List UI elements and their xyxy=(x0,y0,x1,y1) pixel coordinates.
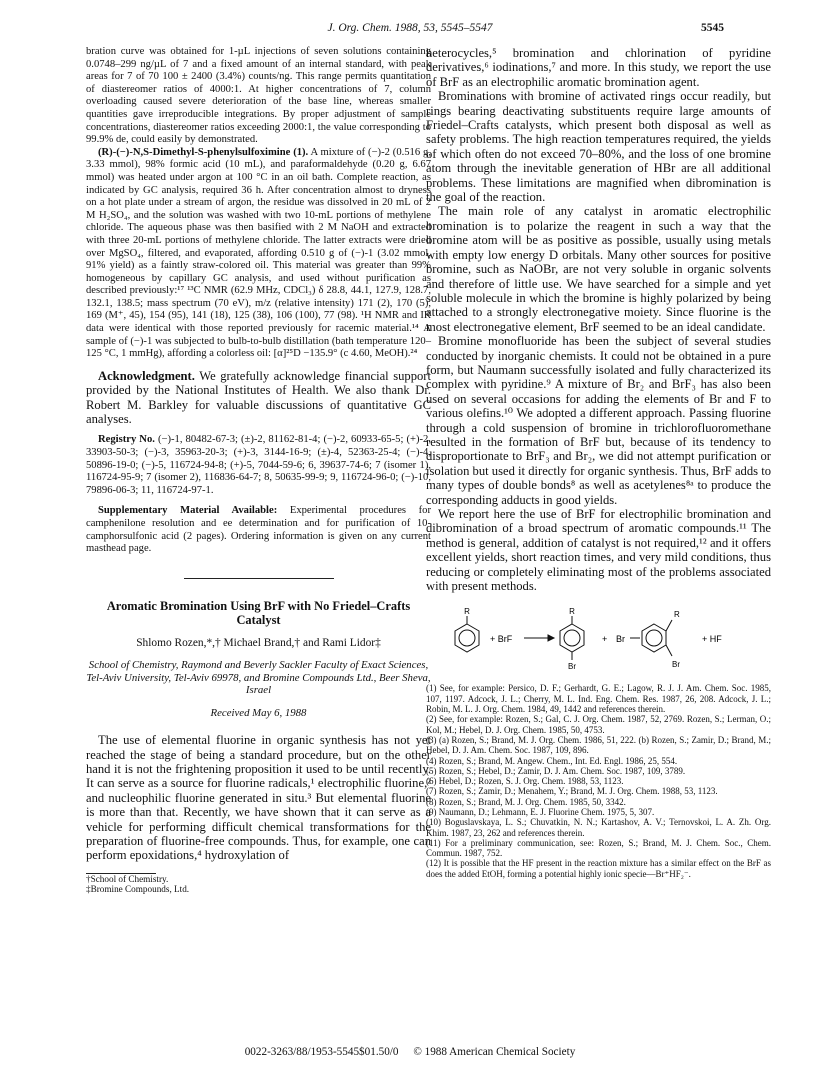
reference-item: (11) For a preliminary communication, see: Rozen, S.; Brand, M. J. Chem. Soc., Chem. Commun. 1987, 752. xyxy=(426,837,771,859)
acknowledgment-paragraph xyxy=(86,369,431,427)
article-code: 0022-3263/88/1953-5545$01.50/0 xyxy=(244,1046,399,1058)
reaction-arrow xyxy=(524,635,554,641)
page-footer xyxy=(0,1046,820,1058)
report-paragraph: We report here the use of BrF for electrophilic bromination and dibromination of a broad spectrum of aromatic compounds.¹¹ The method is general, addition of catalyst is not required,¹² and it offers excellent yields, short reaction times, and very mild conditions, thus reducing or completely eliminating most of the problems associated with present methods. xyxy=(426,507,771,594)
reference-item: (5) Rozen, S.; Hebel, D.; Zamir, D. J. Am. Chem. Soc. 1987, 109, 3789. xyxy=(426,765,686,776)
calibration-paragraph: bration curve was obtained for 1-µL injections of seven solutions containing 0.0748–299 ng/µL of 7 and a fixed amount of an internal standard, with peak areas for 7 of 70 100 ± 2400 (3.4%) counts/ng. This range permits quantitation of diastereomer ratios of 4000:1. At higher concentrations of 7, column overloading caused severe deterioration of the base line, whereas smaller quantities gave irreproducible integrations. By proper adjustment of sample concentrations, diastereomer ratios exceeding 2000:1, the value corresponding to 99.9% de, could easily by demonstrated. xyxy=(86,46,431,146)
reference-item: (6) Hebel, D.; Rozen, S. J. Org. Chem. 1988, 53, 1123. xyxy=(426,776,624,787)
supplementary-body: Experimental procedures for camphenilone resolution and ee determination and for purification of 10-camphorsulfonic acid (2 pages). Ordering information is given on any current masthead page. xyxy=(86,505,431,555)
compound-body: A mixture of (−)-2 (0.516 g, 3.33 mmol), 98% formic acid (10 mL), and paraformaldehyde (0.20 g, 6.67 mmol) was heated under argon at 100 °C in an oil bath. Complete reaction, as indicated by GC analysis, required 36 h. After concentration almost to dryness on a hot plate under a stream of argon, the residue was dissolved in 20 mL of 2 M H₂SO₄, and the solution was washed with two 10-mL portions of methylene chloride. The aqueous phase was then basified with 2 M NaOH and extracted with three 20-mL portions of methylene chloride. The latter extracts were dried over MgSO₄, filtered, and evaporated, affording 0.510 g of (−)-1 (3.02 mmol, 91% yield) as a faintly straw-colored oil. This material was greater than 99% homogeneous by capillary GC analysis, and used without purification as described previously:¹⁷ ¹³C NMR (62.9 MHz, CDCl₃) δ 28.8, 44.1, 127.9, 128.7, 132.1, 138.5; mass spectrum (70 eV), m/z (relative intensity) 171 (2), 170 (5), 169 (M⁺, 45), 154 (95), 141 (18), 125 (38), 106 (100), 77 (98). ¹H NMR and IR data were identical with those reported previously for racemic material.¹⁴ A sample of (−)-1 was subjected to bulb-to-bulb distillation (bath temperature 120–125 °C, 1 mmHg), affording a colorless oil: [α]²⁵D −135.9° (c 4.60, MeOH).²⁴ xyxy=(86,146,431,360)
plus-sign: + xyxy=(602,634,608,645)
intro-continuation: heterocycles,⁵ bromination and chlorination of pyridine derivatives,⁶ iodinations,⁷ and more. In this study, we report the use of BrF as an electrophilic aromatic bromination agent. xyxy=(426,46,771,89)
compound-paragraph xyxy=(86,147,431,361)
left-column xyxy=(86,46,431,895)
reference-list xyxy=(426,683,771,879)
ring-2-r-label: R xyxy=(569,607,575,617)
reference-item: (7) Rozen, S.; Zamir, D.; Menahem, Y.; Brand, M. J. Org. Chem. 1988, 53, 1123. xyxy=(426,786,718,797)
journal-citation: J. Org. Chem. 1988, 53, 5545–5547 xyxy=(327,22,493,34)
acknowledgment-body: We gratefully acknowledge financial support provided by the National Institutes of Health. We also thank Dr. Robert M. Barkley for valuable discussions of quantitative GC analyses. xyxy=(86,368,431,427)
copyright-notice: © 1988 American Chemical Society xyxy=(413,1046,576,1058)
supplementary-paragraph xyxy=(86,505,431,555)
affiliation: School of Chemistry, Raymond and Beverly Sackler Faculty of Exact Sciences, Tel-Aviv University, Tel-Aviv 69978, and Bromine Compounds Ltd., Beer Sheva, Israel xyxy=(86,659,431,697)
registry-heading: Registry No. xyxy=(98,434,155,446)
brf-paragraph: Bromine monofluoride has been the subject of several studies conducted by inorganic chemists. It could not be obtained in a pure form, but Naumann successfully isolated and fully characterized its complex with pyridine.⁹ A mixture of Br₂ and BrF₃ has also been used on several occasions for adding the elements of Br and F to various olefins.¹⁰ We adopted a different approach. Passing fluorine through a cold suspension of bromine in trichlorofluoromethane resulted in the formation of BrF but, because of its tendency to disproportionate to BrF₃ and Br₂, we did not attempt purification or isolation but used it directly for organic synthesis. Thus, BrF adds to many types of double bonds⁸ as well as acetylenes⁸ᵃ to produce the corresponding adducts in good yields. xyxy=(426,334,771,507)
benzene-ring-3 xyxy=(642,620,672,656)
ring-2-br-label: Br xyxy=(568,662,576,672)
reference-item: (10) Boguslavskaya, L. S.; Chuvatkin, N. N.; Kartashov, A. V.; Ternovskoi, L. A. Zh. Org. Khim. 1987, 23, 262 and references therein. xyxy=(426,817,771,838)
reference-item: (8) Rozen, S.; Brand, M. J. Org. Chem. 1985, 50, 3342. xyxy=(426,796,626,807)
reaction-scheme-drawing xyxy=(426,605,771,677)
ring-3-r-label: R xyxy=(674,610,680,620)
running-header xyxy=(0,22,820,38)
reference-item: (3) (a) Rozen, S.; Brand, M. J. Org. Chem. 1986, 51, 222. (b) Rozen, S.; Zamir, D.; Brand, M.; Hebel, D. J. Am. Chem. Soc. 1987, 109, 896. xyxy=(426,734,771,756)
reference-item: (2) See, for example: Rozen, S.; Gal, C. J. Org. Chem. 1987, 52, 2769. Rozen, S.; Lerman, O.; Kol, M.; Hebel, D. J. Org. Chem. 1985, 50, 4753. xyxy=(426,714,771,735)
acknowledgment-heading: Acknowledgment. xyxy=(98,368,195,383)
reference-item: (1) See, for example: Persico, D. F.; Gerhardt, G. E.; Lagow, R. J. J. Am. Chem. Soc. 1985, 107, 1197. Adcock, J. L.; Cherry, M. L. Ind. Eng. Chem. Res. 1987, 26, 208. Adcock, J. L.; Robin, M. L. J. Org. Chem. 1984, 49, 1442 and references therein. xyxy=(426,683,771,715)
article-title: Aromatic Bromination Using BrF with No Friedel–Crafts Catalyst xyxy=(106,598,411,627)
page-number: 5545 xyxy=(701,22,724,34)
registry-body: (−)-1, 80482-67-3; (±)-2, 81162-81-4; (−)-2, 60933-65-5; (+)-2, 33903-50-3; (−)-3, 35963-20-3; (+)-3, 3144-16-9; (±)-4, 52363-25-4; (−)-4, 50896-19-0; (−)-5, 116724-94-8; (+)-5, 7044-59-6; 6, 39637-74-6; 7 (isomer 1), 116724-95-9; 7 (isomer 2), 116836-64-7; 8, 50635-99-9; 9, 116724-96-0; (−)-10, 79896-06-3; 11, 116724-97-1. xyxy=(86,434,431,496)
hf-product-label: + HF xyxy=(702,634,722,645)
compound-heading: (R)-(−)-N,S-Dimethyl-S-phenylsulfoximine (1). xyxy=(98,146,309,158)
reference-item: (9) Naumann, D.; Lehmann, E. J. Fluorine Chem. 1975, 5, 307. xyxy=(426,807,655,817)
ring-3-br-bottom-label: Br xyxy=(672,660,680,670)
supplementary-heading: Supplementary Material Available: xyxy=(98,505,278,517)
reference-item: (4) Rozen, S.; Brand, M. Angew. Chem., Int. Ed. Engl. 1986, 25, 554. xyxy=(426,755,678,766)
catalyst-paragraph: The main role of any catalyst in aromatic electrophilic bromination is to polarize the reagent in such a way that the bromine atom will be as positive as possible, usually using metals with empty low energy D orbitals. Many other sources for positive bromine, such as NaOBr, are not very soluble in organic solvents and therefore of little use. We have searched for a simple and yet soluble molecule in which the bromine is highly polarized by being attached to a strongly electronegative moiety. Since fluorine is the most electronegative element, BrF seemed to be an ideal candidate. xyxy=(426,204,771,334)
author-list: Shlomo Rozen,*,† Michael Brand,† and Rami Lidor‡ xyxy=(136,636,381,649)
brf-reagent-label: + BrF xyxy=(490,634,513,645)
reaction-scheme xyxy=(426,605,771,677)
received-date: Received May 6, 1988 xyxy=(210,706,307,719)
footnote-bromine-compounds: ‡Bromine Compounds, Ltd. xyxy=(86,884,190,895)
benzene-ring-2 xyxy=(560,616,584,660)
ring-1-r-label: R xyxy=(464,607,470,617)
footnote-school: †School of Chemistry. xyxy=(86,873,169,884)
introduction-paragraph: The use of elemental fluorine in organic synthesis has not yet reached the stage of being a standard procedure, but on the other hand it is not the frightening proposition it used to be until recently. It can serve as a source for fluorine radicals,¹ electrophilic fluorine,² and nucleophilic fluorine generated in situ.³ But elemental fluorine is more than that. Recently, we have shown that it can serve as a vehicle for performing difficult chemical transformations for the preparation of fluorine-free compounds. Thus, for example, one can perform epoxidations,⁴ hydroxylation of xyxy=(86,733,431,863)
registry-paragraph xyxy=(86,434,431,497)
section-divider xyxy=(184,578,334,579)
benzene-ring-1 xyxy=(455,616,479,652)
reference-item: (12) It is possible that the HF present in the reaction mixture has a similar effect on the BrF as does the added EtOH, forming a potential highly ionic specie—Br⁺HF₂⁻. xyxy=(426,858,771,879)
ring-3-br-label: Br xyxy=(616,634,625,645)
bromination-paragraph: Brominations with bromine of activated rings occur readily, but rings bearing deactivating substituents require large amounts of Friedel–Crafts catalysts, which present both disposal as well as safety problems. The high reaction temperatures required, the yields of which often do not exceed 70–80%, and the loss of one bromine atom through the inevitable generation of HBr are all additional problems. These limitations are magnified when dibromination is the goal of the reaction. xyxy=(426,89,771,205)
right-column xyxy=(426,46,771,879)
